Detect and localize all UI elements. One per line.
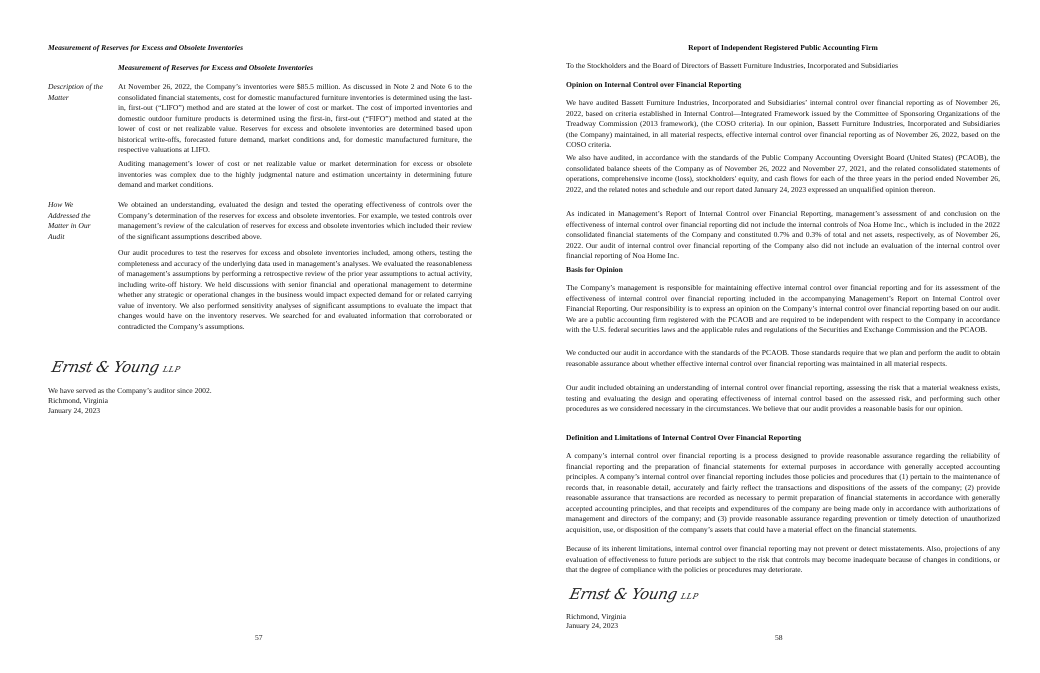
auditor-signature: Ernst & Young LLP <box>568 585 700 603</box>
report-title: Report of Independent Registered Public Accounting Firm <box>688 43 878 52</box>
definition-paragraph: A company’s internal control over financial reporting is a process designed to provide reasonable assurance regarding the reliability of financial reporting and the preparation of financial statements for external purposes in accordance with generally accepted accounting principles. A company’s internal control over financial reporting includes those policies and procedures that (1) pertain to the maintenance of records that, in reasonable detail, accurately and fairly reflect the transactions and dispositions of the assets of the company; (2) provide reasonable assurance that transactions are recorded as necessary to permit preparation of financial statements in accordance with generally accepted accounting principles, and that receipts and expenditures of the company are being made only in accordance with authorizations of management and directors of the company; and (3) provide reasonable assurance regarding prevention or timely detection of unauthorized acquisition, use, or disposition of the company’s assets that could have a material effect on the financial statements. <box>566 451 1000 534</box>
definition-paragraph: Because of its inherent limitations, internal control over financial reporting may not prevent or detect misstatements. Also, projections of any evaluation of effectiveness to future periods are subject to the risk that controls may become inadequate because of changes in conditions, or that the degree of compliance with the policies or procedures may deteriorate. <box>566 544 1000 575</box>
page-number: 57 <box>255 633 263 642</box>
basis-paragraph: The Company’s management is responsible for maintaining effective internal control over financial reporting and for its assessment of the effectiveness of internal control over financial reporting included in the accompanying Management’s Report on Internal Control over Financial Reporting. Our responsibility is to express an opinion on the Company’s internal control over financial reporting based on our audit. We are a public accounting firm registered with the PCAOB and are required to be independent with respect to the Company in accordance with the U.S. federal securities laws and the applicable rules and regulations of the Securities and Exchange Commission and the PCAOB. <box>566 283 1000 335</box>
addressed-paragraph: We obtained an understanding, evaluated the design and tested the operating effectiveness of controls over the Company’s determination of the reserves for excess and obsolete inventories. For example, we tested controls over management’s review of the calculation of reserves for excess and obsolete inventories which included their review of the significant assumptions described above. <box>118 200 472 241</box>
label-description-of-matter: Description of the Matter <box>48 82 103 102</box>
page-number: 58 <box>775 633 783 642</box>
page-58 <box>520 0 1040 673</box>
opinion-paragraph: As indicated in Management’s Report of Internal Control over Financial Reporting, management’s assessment of and conclusion on the effectiveness of internal control over financial reporting did not include the internal controls of Noa Home Inc., which is included in the 2022 consolidated financial statements of the Company and constituted 0.7% and 0.3% of total and net assets, respectively, as of November 26, 2022. Our audit of internal control over financial reporting of the Company also did not include an evaluation of the internal control over financial reporting of Noa Home Inc. <box>566 209 1000 261</box>
report-date: January 24, 2023 <box>48 406 101 415</box>
top-heading: Measurement of Reserves for Excess and Obsolete Inventories <box>48 43 244 52</box>
description-paragraph: At November 26, 2022, the Company’s inventories were $85.5 million. As discussed in Note 2 and Note 6 to the consolidated financial statements, cost for domestic manufactured furniture inventories is determined using the last-in, first-out (“LIFO”) method and are stated at the lower of cost or market. The cost of imported inventories and domestic outdoor furniture products is determined using the first-in, first-out (“FIFO”) method and stated at the lower of cost or net realizable value. Reserves for excess and obsolete inventories are determined based upon historical write-offs, forecasted future demand, market conditions and, for domestic manufactured furniture, the respective valuations at LIFO. <box>118 82 472 155</box>
addressee: To the Stockholders and the Board of Directors of Bassett Furniture Industries, Incorporated and Subsidiaries <box>566 61 899 70</box>
description-paragraph: Auditing management’s lower of cost or net realizable value or market determination for excess or obsolete inventories was complex due to the highly judgmental nature and estimation uncertainty in determining future demand and market conditions. <box>118 159 472 190</box>
opinion-paragraph: We have audited Bassett Furniture Industries, Incorporated and Subsidiaries’ internal control over financial reporting as of November 26, 2022, based on criteria established in Internal Control—Integrated Framework issued by the Committee of Sponsoring Organizations of the Treadway Commission (2013 framework), (the COSO criteria). In our opinion, Bassett Furniture Industries, Incorporated and Subsidiaries (the Company) maintained, in all material respects, effective internal control over financial reporting as of November 26, 2022, based on the COSO criteria. <box>566 98 1000 150</box>
auditor-signature: Ernst & Young LLP <box>50 358 182 376</box>
served-since: We have served as the Company’s auditor since 2002. <box>48 386 212 395</box>
location: Richmond, Virginia <box>48 396 109 405</box>
definition-heading: Definition and Limitations of Internal Control Over Financial Reporting <box>566 433 802 442</box>
section-heading: Measurement of Reserves for Excess and Obsolete Inventories <box>118 63 314 72</box>
label-how-we-addressed: How We Addressed the Matter in Our Audit <box>48 200 91 241</box>
addressed-paragraph: Our audit procedures to test the reserves for excess and obsolete inventories included, among others, testing the completeness and accuracy of the underlying data used in management’s analyses. We evaluated the reasonableness of management’s assumptions by performing a retrospective review of the prior year assumptions to actual activity, including write-off history. We held discussions with senior financial and operational management to determine whether any strategic or operational changes in the business would impact expected demand for or related carrying value of inventory. We also performed sensitivity analyses of significant assumptions to evaluate the impact that changes would have on the inventory reserves. We searched for and evaluated information that corroborated or contradicted the Company’s assumptions. <box>118 248 472 331</box>
opinion-paragraph: We also have audited, in accordance with the standards of the Public Company Accounting Oversight Board (United States) (PCAOB), the consolidated balance sheets of the Company as of November 26, 2022 and November 27, 2021, and the related consolidated statements of operations, comprehensive income (loss), stockholders' equity, and cash flows for each of the three years in the period ended November 26, 2022, and the related notes and schedule and our report dated January 24, 2023 expressed an unqualified opinion thereon. <box>566 153 1000 194</box>
basis-paragraph: Our audit included obtaining an understanding of internal control over financial reporting, assessing the risk that a material weakness exists, testing and evaluating the design and operating effectiveness of internal control based on the assessed risk, and performing such other procedures as we considered necessary in the circumstances. We believe that our audit provides a reasonable basis for our opinion. <box>566 383 1000 414</box>
report-date: January 24, 2023 <box>566 621 619 630</box>
basis-heading: Basis for Opinion <box>566 265 623 274</box>
basis-paragraph: We conducted our audit in accordance with the standards of the PCAOB. Those standards require that we plan and perform the audit to obtain reasonable assurance about whether effective internal control over financial reporting was maintained in all material respects. <box>566 348 1000 368</box>
location: Richmond, Virginia <box>566 612 627 621</box>
opinion-heading: Opinion on Internal Control over Financial Reporting <box>566 80 742 89</box>
